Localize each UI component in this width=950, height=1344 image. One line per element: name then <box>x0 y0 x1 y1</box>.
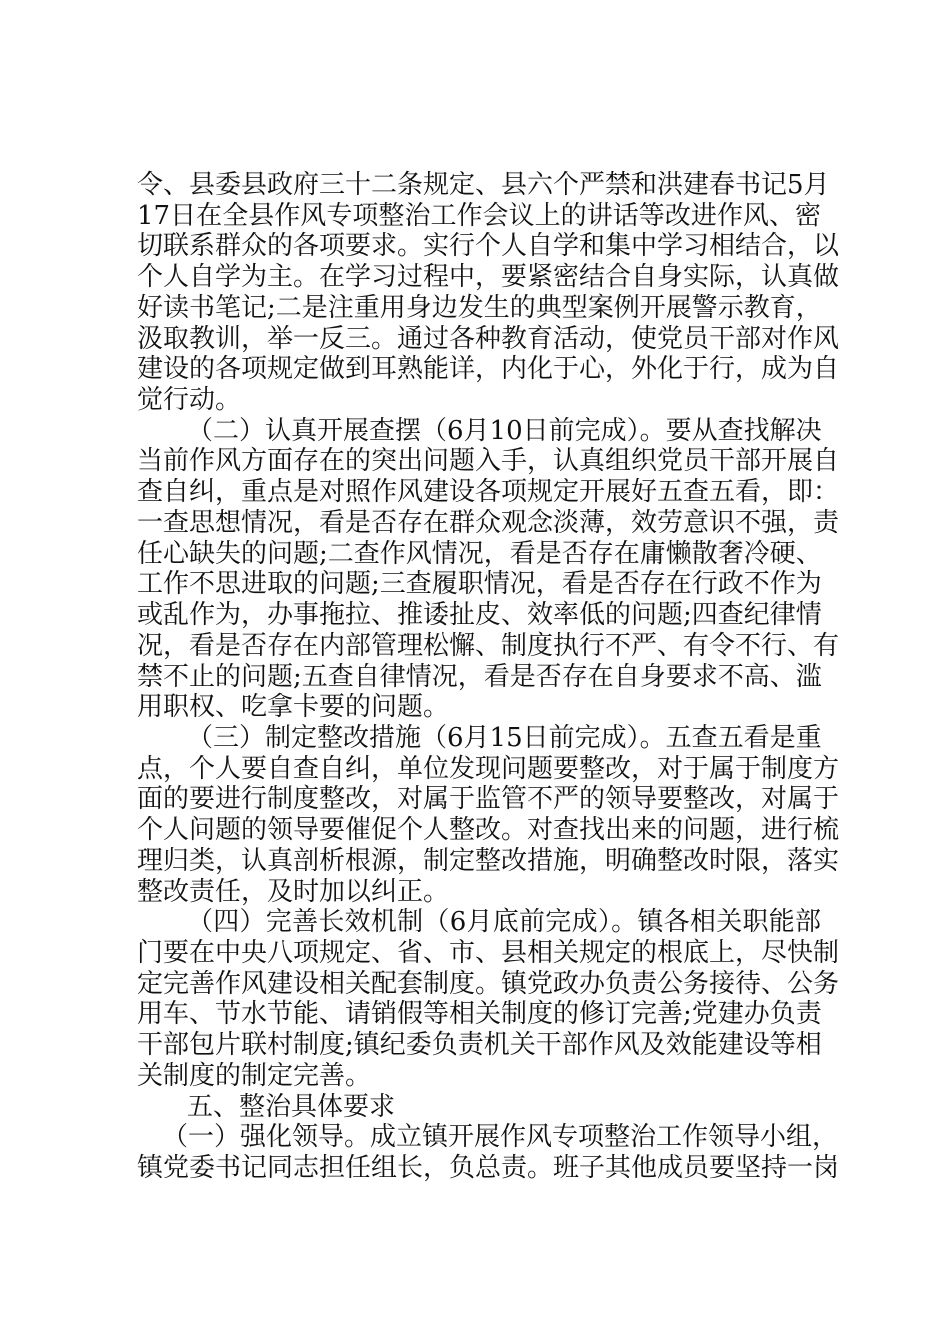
text-line: 镇党委书记同志担任组长，负总责。班子其他成员要坚持一岗 <box>137 1153 840 1184</box>
text-line: 关制度的制定完善。 <box>137 1060 372 1091</box>
text-line: 任心缺失的问题;二查作风情况，看是否存在庸懒散奢冷硬、 <box>137 538 822 569</box>
text-line: 五、整治具体要求 <box>187 1091 396 1122</box>
text-line: 面的要进行制度整改，对属于监管不严的领导要整改，对属于 <box>137 784 840 815</box>
text-line: 切联系群众的各项要求。实行个人自学和集中学习相结合，以 <box>137 231 840 262</box>
text-line: 个人自学为主。在学习过程中，要紧密结合自身实际，认真做 <box>137 262 840 293</box>
text-line: 门要在中央八项规定、省、市、县相关规定的根底上，尽快制 <box>137 938 840 968</box>
text-line: （四）完善长效机制（6月底前完成）。镇各相关职能部 <box>187 907 821 938</box>
text-line: 觉行动。 <box>137 385 242 416</box>
text-line: 17日在全县作风专项整治工作会议上的讲话等改进作风、密 <box>137 200 821 231</box>
text-line: 查自纠，重点是对照作风建设各项规定开展好五查五看，即： <box>137 477 840 508</box>
text-line: 定完善作风建设相关配套制度。镇党政办负责公务接待、公务 <box>137 968 840 999</box>
text-line: 用车、节水节能、请销假等相关制度的修订完善;党建办负责 <box>137 999 822 1030</box>
text-line: （一）强化领导。成立镇开展作风专项整治工作领导小组， <box>162 1122 839 1153</box>
text-line: 禁不止的问题;五查自律情况，看是否存在自身要求不高、滥 <box>137 661 822 692</box>
text-line: 工作不思进取的问题;三查履职情况，看是否存在行政不作为 <box>137 569 822 600</box>
text-line: 况，看是否存在内部管理松懈、制度执行不严、有令不行、有 <box>137 630 840 661</box>
text-line: 或乱作为，办事拖拉、推诿扯皮、效率低的问题;四查纪律情 <box>137 600 822 631</box>
text-line: 整改责任，及时加以纠正。 <box>137 876 450 907</box>
text-line: 理归类，认真剖析根源，制定整改措施，明确整改时限，落实 <box>137 845 840 876</box>
text-line: 用职权、吃拿卡要的问题。 <box>137 692 450 723</box>
text-line: 点，个人要自查自纠，单位发现问题要整改，对于属于制度方 <box>137 753 840 784</box>
text-line: 令、县委县政府三十二条规定、县六个严禁和洪建春书记5月 <box>137 170 830 200</box>
text-line: 个人问题的领导要催促个人整改。对查找出来的问题，进行梳 <box>137 815 840 846</box>
text-line: （二）认真开展查摆（6月10日前完成）。要从查找解决 <box>187 415 822 446</box>
text-line: 干部包片联村制度;镇纪委负责机关干部作风及效能建设等相 <box>137 1030 822 1061</box>
text-line: （三）制定整改措施（6月15日前完成）。五查五看是重 <box>187 722 822 753</box>
text-line: 当前作风方面存在的突出问题入手，认真组织党员干部开展自 <box>137 446 840 477</box>
text-line: 汲取教训，举一反三。通过各种教育活动，使党员干部对作风 <box>137 323 840 354</box>
text-line: 好读书笔记;二是注重用身边发生的典型案例开展警示教育， <box>137 292 822 323</box>
text-line: 一查思想情况，看是否存在群众观念淡薄，效劳意识不强，责 <box>137 507 840 538</box>
text-line: 建设的各项规定做到耳熟能详，内化于心，外化于行，成为自 <box>137 354 840 385</box>
